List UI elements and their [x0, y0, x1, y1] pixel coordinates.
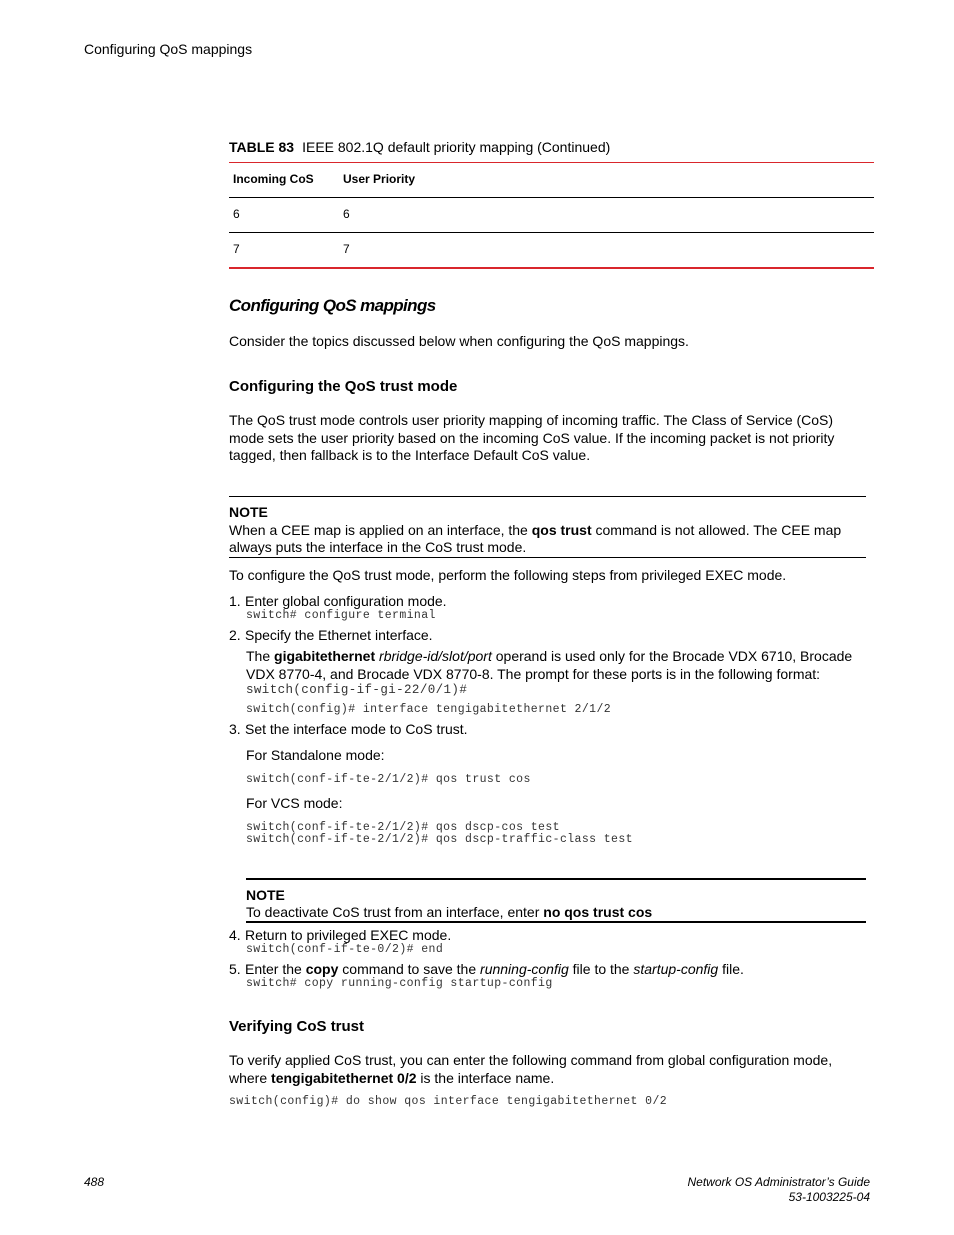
- step-1: [229, 593, 447, 609]
- note-text: When a CEE map is applied on an interface, the: [229, 521, 532, 538]
- detail-keyword: gigabitethernet: [274, 648, 376, 664]
- step-filename: running-config: [480, 961, 569, 977]
- note-title: NOTE: [246, 887, 285, 903]
- step-command: copy: [305, 961, 339, 977]
- running-header: Configuring QoS mappings: [84, 41, 253, 57]
- step-text: Specify the Ethernet interface.: [245, 627, 433, 643]
- step-number: 2.: [229, 627, 241, 643]
- note-top-rule: [246, 878, 866, 880]
- note-command: qos trust: [531, 521, 592, 538]
- interface-name: tengigabitethernet 0/2: [271, 1069, 417, 1086]
- table-title: IEEE 802.1Q default priority mapping (Continued): [302, 139, 611, 155]
- step-5: [229, 961, 744, 977]
- code-line: switch(config)# interface tengigabitethernet 2/1/2: [246, 703, 612, 716]
- step-text: file to the: [568, 961, 634, 977]
- verify-heading: Verifying CoS trust: [229, 1018, 365, 1035]
- note-line: [229, 522, 869, 540]
- note-bottom-rule: [229, 557, 866, 558]
- note-text: To deactivate CoS trust from an interface, enter: [246, 904, 544, 920]
- paragraph-line: To verify applied CoS trust, you can enter the following command from global configuration mode,: [229, 1052, 833, 1068]
- note-block: [246, 887, 652, 921]
- paragraph-text: where: [229, 1069, 272, 1086]
- note-bottom-rule: [246, 921, 866, 923]
- step-number: 3.: [229, 721, 241, 737]
- verify-paragraph: [229, 1052, 869, 1087]
- code-line: switch(conf-if-te-0/2)# end: [246, 943, 444, 956]
- detail-text: The: [246, 648, 275, 664]
- table-caption: [229, 139, 610, 155]
- standalone-label: For Standalone mode:: [246, 747, 385, 763]
- step-text: Enter global configuration mode.: [245, 593, 447, 609]
- paragraph-line: The QoS trust mode controls user priority mapping of incoming traffic. The Class of Service (CoS): [229, 412, 834, 428]
- trust-mode-heading: Configuring the QoS trust mode: [229, 378, 458, 395]
- note-line: [246, 904, 652, 921]
- table-cell: 6: [233, 207, 240, 221]
- table-row-rule: [229, 232, 874, 233]
- code-line: switch# configure terminal: [246, 609, 436, 622]
- note-command: no qos trust cos: [543, 904, 653, 920]
- trust-mode-paragraph: [229, 412, 869, 465]
- section-intro: Consider the topics discussed below when configuring the QoS mappings.: [229, 333, 689, 349]
- detail-text: VDX 8770-4, and Brocade VDX 8770-8. The prompt for these ports is in the following format:: [246, 665, 821, 682]
- step-2-detail: [246, 648, 866, 683]
- step-4: [229, 927, 451, 943]
- code-line: switch(config)# do show qos interface tengigabitethernet 0/2: [229, 1095, 668, 1108]
- step-text: command to save the: [338, 961, 481, 977]
- table-header-rule: [229, 197, 874, 198]
- table-cell: 6: [343, 207, 350, 221]
- procedure-intro: To configure the QoS trust mode, perform the following steps from privileged EXEC mode.: [229, 567, 787, 583]
- step-text: Set the interface mode to CoS trust.: [245, 721, 468, 737]
- code-line: switch# copy running-config startup-config: [246, 977, 553, 990]
- note-top-rule: [229, 496, 866, 497]
- code-line: switch(conf-if-te-2/1/2)# qos dscp-traffic-class test: [246, 833, 633, 846]
- step-number: 1.: [229, 593, 241, 609]
- note-text: command is not allowed. The CEE map: [591, 521, 842, 538]
- paragraph-line: tagged, then fallback is to the Interface Default CoS value.: [229, 447, 591, 463]
- table-header-incoming-cos: Incoming CoS: [233, 172, 314, 186]
- footer-doc-info: [687, 1175, 870, 1205]
- vcs-label: For VCS mode:: [246, 795, 343, 811]
- table-label: TABLE 83: [229, 139, 295, 155]
- detail-text: operand is used only for the Brocade VDX 6710, Brocade: [491, 648, 853, 664]
- code-line: switch(conf-if-te-2/1/2)# qos dscp-cos test: [246, 821, 560, 834]
- code-line: switch(config-if-gi-22/0/1)#: [246, 683, 468, 697]
- step-2: [229, 627, 433, 643]
- note-block: [229, 504, 869, 557]
- step-number: 5.: [229, 961, 241, 977]
- table-top-rule: [229, 162, 874, 163]
- step-text: Return to privileged EXEC mode.: [245, 927, 452, 943]
- table-cell: 7: [343, 242, 350, 256]
- paragraph-line: mode sets the user priority based on the incoming CoS value. If the incoming packet is not priority: [229, 429, 835, 446]
- step-text: file.: [718, 961, 744, 977]
- detail-operand: rbridge-id/slot/port: [379, 648, 492, 664]
- step-number: 4.: [229, 927, 241, 943]
- page-number: 488: [84, 1175, 105, 1189]
- table-cell: 7: [233, 242, 240, 256]
- table-bottom-rule: [229, 267, 874, 269]
- step-3: [229, 721, 468, 737]
- section-heading: Configuring QoS mappings: [229, 296, 436, 315]
- note-line: always puts the interface in the CoS trust mode.: [229, 539, 527, 555]
- note-title: NOTE: [229, 504, 268, 520]
- table-header-user-priority: User Priority: [343, 172, 416, 186]
- step-text: Enter the: [245, 961, 306, 977]
- doc-number: 53-1003225-04: [788, 1190, 870, 1204]
- paragraph-text: is the interface name.: [416, 1069, 555, 1086]
- code-line: switch(conf-if-te-2/1/2)# qos trust cos: [246, 773, 531, 786]
- paragraph-line: [229, 1070, 869, 1088]
- step-filename: startup-config: [633, 961, 719, 977]
- doc-title: Network OS Administrator’s Guide: [687, 1175, 870, 1189]
